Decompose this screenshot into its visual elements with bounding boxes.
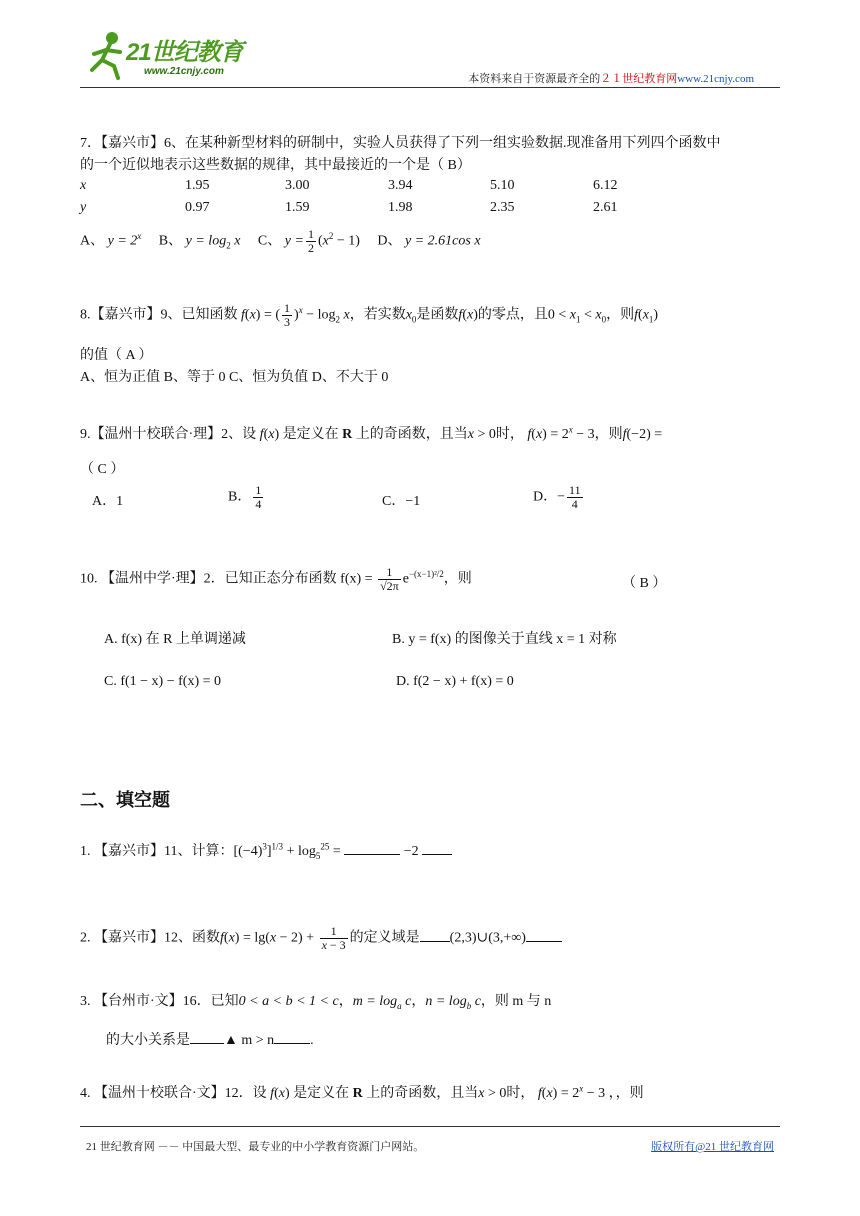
q8-text: 的零点，且 (477, 307, 548, 323)
q7-y-cell: 1.98 (388, 200, 413, 215)
footer-copyright-link[interactable]: 版权所有@21 世纪教育网 (651, 1141, 774, 1153)
fill4-text: 上的奇函数，且当 (366, 1086, 479, 1101)
header-rule (80, 87, 780, 88)
q8-text: 是函数 (416, 307, 459, 323)
logo-text: 21世纪教育 (126, 39, 243, 66)
q9-text: 时， (495, 427, 524, 442)
fill3-line1: 3. 【台州市·文】16．已知0 < a < b < 1 < c，$m = \log_a c$，$n = \log_b c$，则 m 与 n (80, 994, 552, 1011)
q9-option-d: D．− $\frac{11}{4}$ (533, 483, 581, 511)
q7-y-cell: 2.61 (593, 200, 618, 215)
q7-x-cell: 6.12 (593, 178, 618, 193)
fill3-line2 (106, 1029, 314, 1049)
runner-icon (88, 30, 128, 80)
fill2-prefix: 2. 【嘉兴市】12、函数 (80, 930, 220, 946)
q7-option-d-label: D、 (377, 233, 402, 249)
header-url[interactable]: www.21cnjy.com (677, 73, 754, 85)
fill3-answer: ▲ m > n (224, 1033, 275, 1048)
q8-text: ，则 (606, 307, 635, 323)
q10-option-a: A. f(x) 在 R 上单调递减 (104, 632, 246, 647)
fill4-text: 时， (506, 1086, 535, 1101)
q8-line2: 的值（ A ） (80, 348, 153, 363)
q7-option-a: y = 2 (107, 233, 138, 249)
q7-x-cell: 3.00 (285, 178, 310, 193)
q9-set-r: R (342, 427, 353, 442)
q7-y-label: y (80, 200, 87, 215)
q7-x-label: x (80, 178, 87, 193)
q9-option-b-label: B． (228, 489, 252, 505)
q9-option-d-label: D．− (533, 489, 566, 505)
q8-text: ，若实数 (349, 307, 406, 323)
q7-x-cell: 5.10 (490, 178, 515, 193)
q8-line1: 8.【嘉兴市】9、已知函数 f(x) = ( $\frac{1}{3}$ )$^x - \log_2 x$，若实数$x_0$是函数f(x)的零点，且$0 < x_1 < x_0$，则$f(x_1)$ (80, 301, 659, 329)
header-site: ２１世纪教育网 (600, 73, 678, 85)
fill3-n: n = log (425, 994, 467, 1009)
q9-text: 上的奇函数，且当 (355, 427, 468, 442)
q8-options: A、恒为正值 B、等于 0 C、恒为负值 D、不大于 0 (80, 370, 389, 385)
footer-rule (80, 1126, 780, 1127)
fill3-prefix: 3. 【台州市·文】16．已知 (80, 994, 239, 1009)
fill3-tail: ，则 m 与 n (480, 994, 552, 1009)
logo-url: www.21cnjy.com (144, 66, 224, 77)
q7-y-cell: 1.59 (285, 200, 310, 215)
q7-x-cell: 1.95 (185, 178, 210, 193)
q7-options: A、 $y = 2^x$ B、 $y = \log_2 x$ C、 y = $\frac{1}{2}$ $(x^2 - 1)$ D、 y = 2.61cos x (80, 227, 481, 255)
q7-option-c-label: C、 (257, 233, 282, 249)
fill1-prefix: 1. 【嘉兴市】11、计算： (80, 844, 234, 859)
q9-option-c: C．−1 (382, 494, 421, 509)
fill3-condition: 0 < a < b < 1 < c (238, 994, 339, 1009)
section-title: 二、填空题 (80, 790, 170, 810)
q7-option-a-label: A、 (80, 233, 105, 249)
q7-y-cell: 0.97 (185, 200, 210, 215)
q9-answer: （ C ） (80, 462, 125, 477)
q9-text: 是定义在 (282, 427, 339, 442)
q9-prefix: 9.【温州十校联合·理】2、设 (80, 427, 257, 442)
q7-option-b-label: B、 (158, 233, 183, 249)
q7-line2: 的一个近似地表示这些数据的规律，其中最接近的一个是（ B） (80, 158, 471, 173)
q10-answer: （ B ） (622, 576, 667, 591)
site-logo (88, 26, 288, 84)
header-source-note (468, 70, 754, 86)
q10-option-c: C. f(1 − x) − f(x) = 0 (104, 674, 221, 689)
header-prefix: 本资料来自于资源最齐全的 (468, 73, 601, 85)
fill2-suffix: 的定义域是 (349, 930, 420, 946)
q9-option-a: A．1 (92, 494, 124, 509)
q7-option-c: y = (284, 233, 304, 249)
fill1: 1. 【嘉兴市】11、计算：$[(-4)^3]^{1/3} + \log_5^{25} = -2$ (80, 840, 452, 861)
q9-line1: 9.【温州十校联合·理】2、设 f(x) 是定义在 R 上的奇函数，且当x > 0时， $f(x) = 2^x - 3$，则f(−2) = (80, 424, 663, 442)
fill3-m: m = log (352, 994, 398, 1009)
q7-option-d: y = 2.61cos x (405, 233, 481, 249)
fill4-line1: 4. 【温州十校联合·文】12．设 f(x) 是定义在 R 上的奇函数，且当x > 0时， $f(x) = 2^x - 3$ ，，则 (80, 1083, 644, 1101)
fill3-line2-prefix: 的大小关系是 (106, 1033, 190, 1048)
fill1-answer: −2 (403, 844, 419, 859)
fill2: 2. 【嘉兴市】12、函数f(x) = lg(x − 2) + $\frac{1}{x - 3}$ 的定义域是 (2,3)∪(3,+∞) (80, 925, 562, 952)
q10-line1: 10. 【温州中学·理】2．已知正态分布函数 f(x) = $\frac{1}{√2\pi}$ $e^{-(x-1)^2/2}$，则 (80, 565, 472, 593)
q7-x-cell: 3.94 (388, 178, 413, 193)
fill4-text: ，则 (615, 1086, 644, 1101)
fill4-set-r: R (352, 1086, 363, 1101)
footer-tagline: 21 世纪教育网 －－ 中国最大型、最专业的中小学教育资源门户网站。 (86, 1141, 425, 1153)
q10-prefix: 10. 【温州中学·理】2．已知正态分布函数 (80, 571, 337, 587)
fill3-line2-suffix: . (310, 1033, 314, 1048)
q7-y-cell: 2.35 (490, 200, 515, 215)
q10-option-d: D. f(2 − x) + f(x) = 0 (396, 674, 514, 689)
fill2-answer: (2,3)∪(3,+∞) (449, 930, 526, 946)
q7-line1: 7．【嘉兴市】6、在某种新型材料的研制中，实验人员获得了下列一组实验数据.现准备用下列四个函数中 (80, 136, 721, 151)
q10-suffix: ，则 (443, 571, 472, 587)
q9-option-b: B． $\frac{1}{4}$ (228, 483, 262, 511)
q8-prefix: 8.【嘉兴市】9、已知函数 (80, 307, 238, 323)
q9-text: ，则 (594, 427, 623, 442)
fill4-prefix: 4. 【温州十校联合·文】12．设 (80, 1086, 267, 1101)
q7-option-b: y = log (185, 233, 227, 249)
q10-option-b: B. y = f(x) 的图像关于直线 x = 1 对称 (392, 632, 617, 647)
fill4-text: 是定义在 (293, 1086, 350, 1101)
